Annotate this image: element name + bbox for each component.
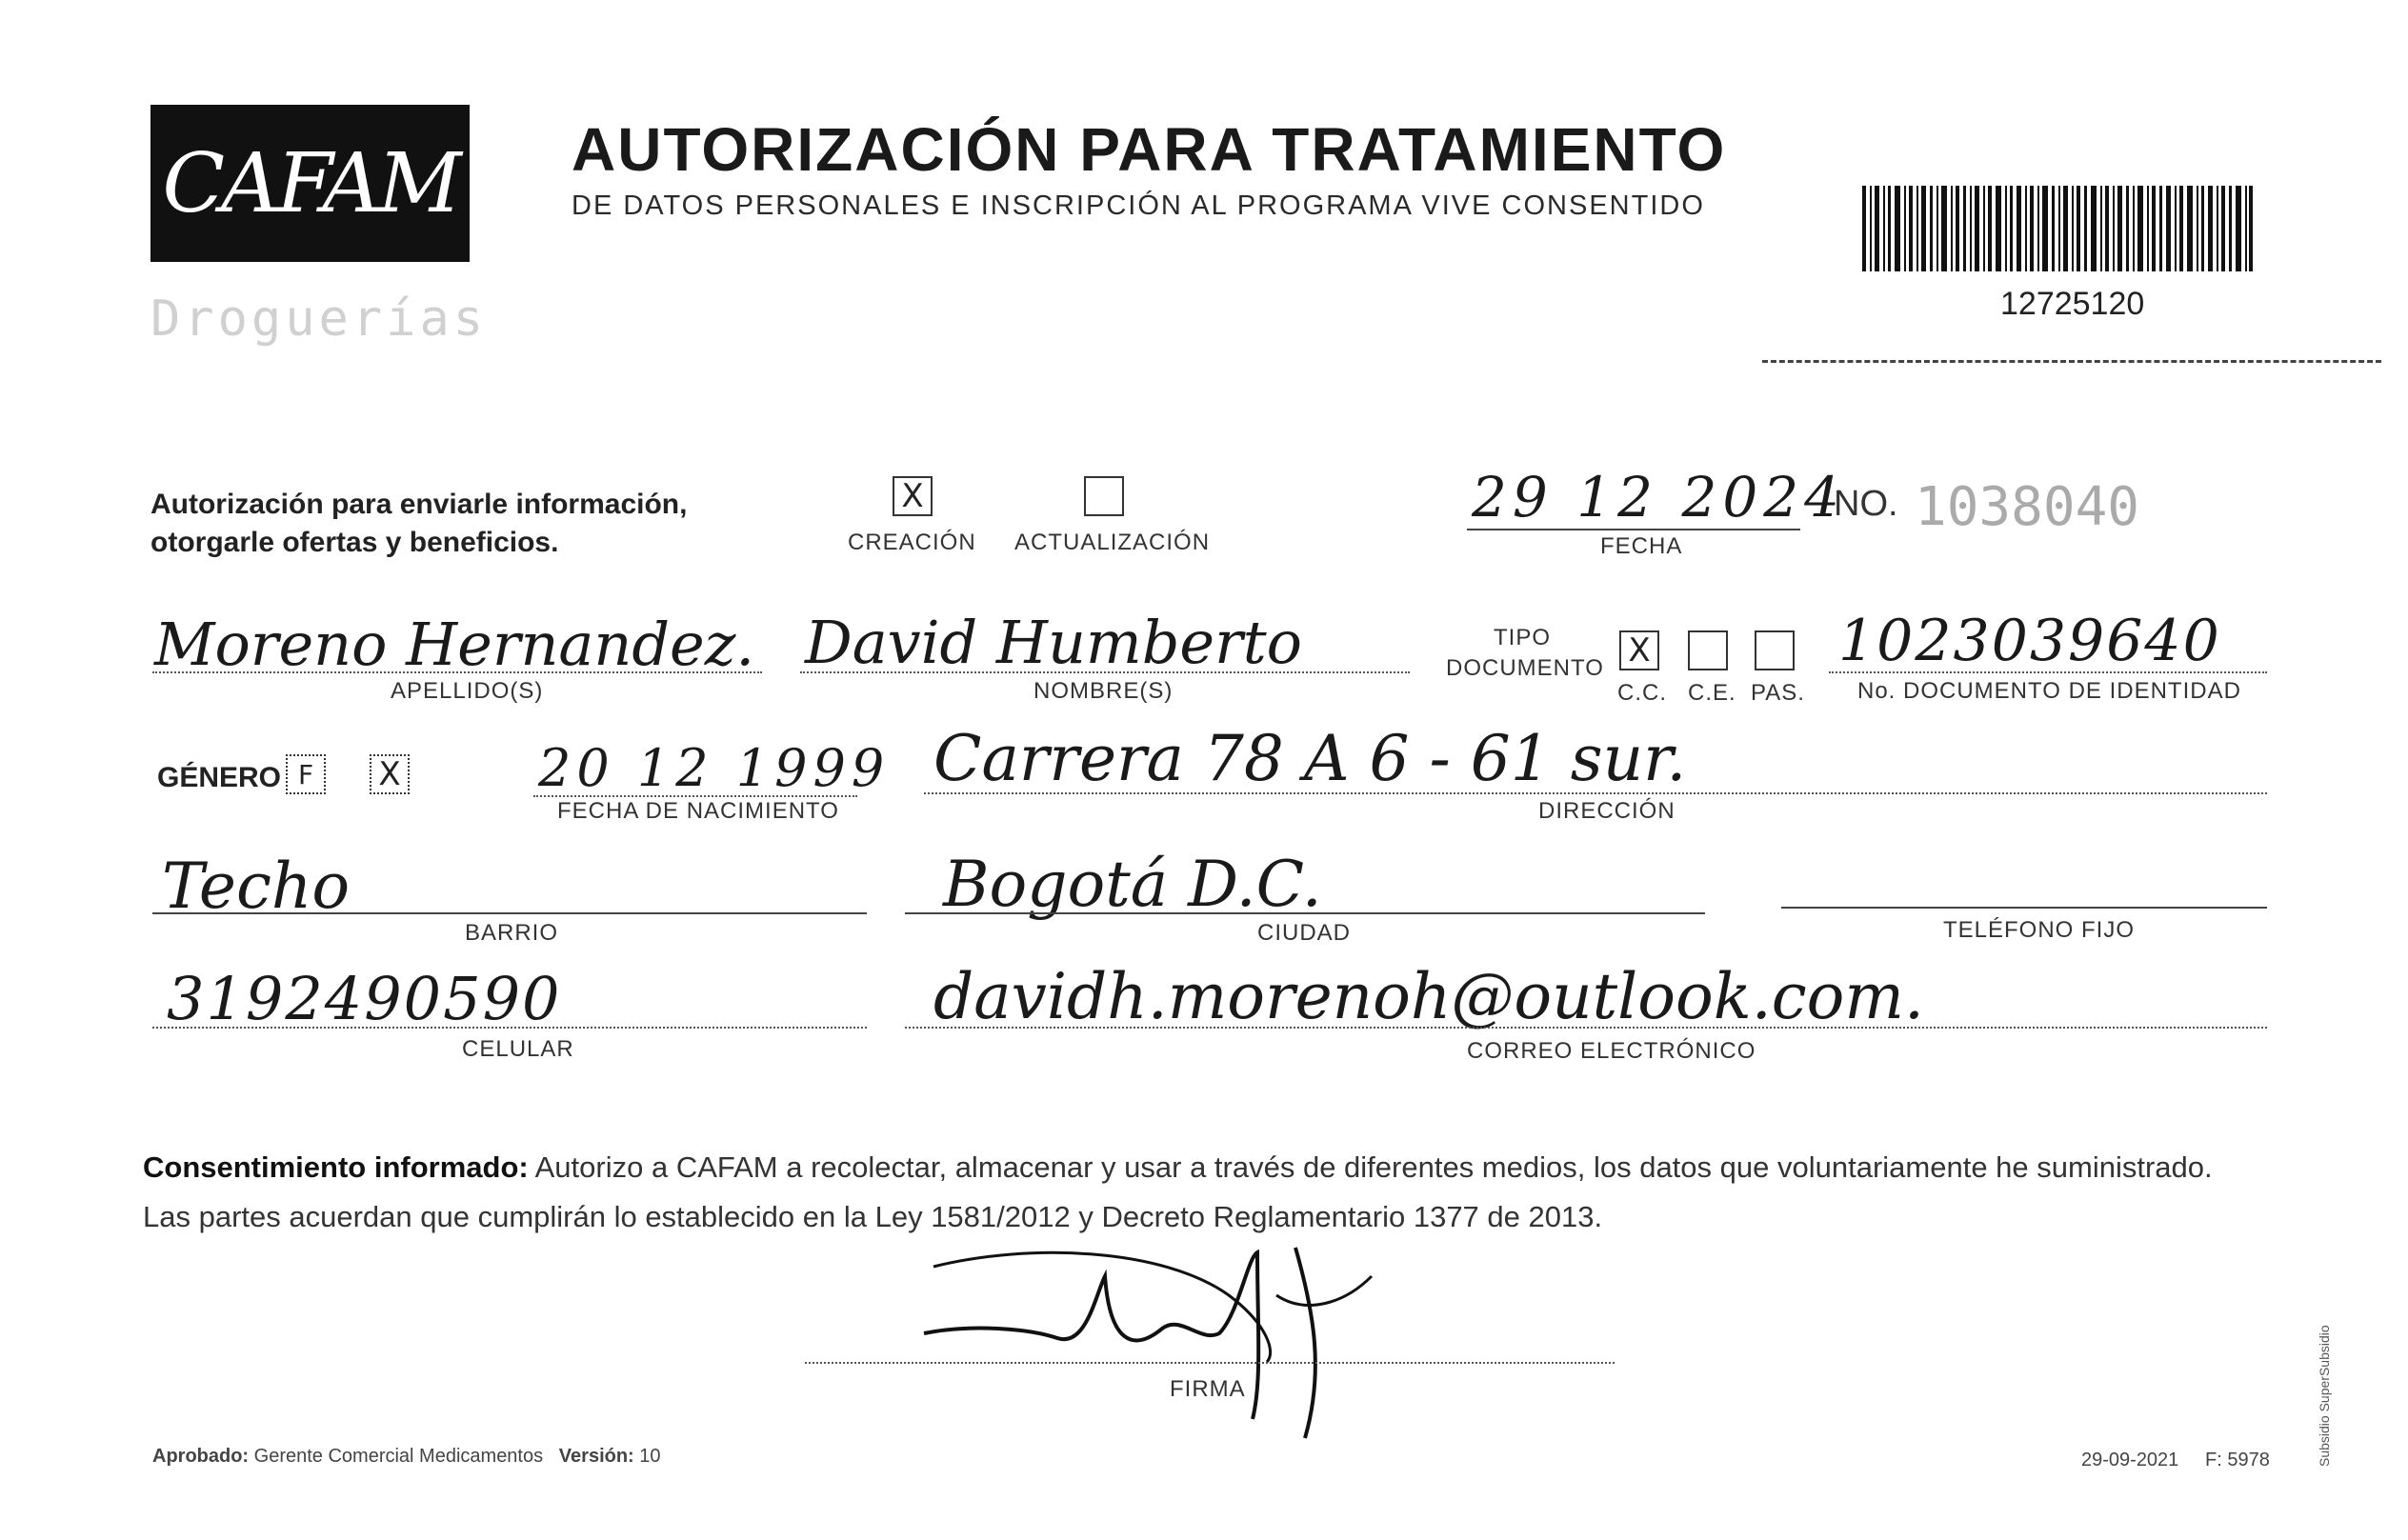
cc-checkbox[interactable]: X xyxy=(1619,630,1659,670)
celular-line xyxy=(152,1027,867,1029)
consent-line1 xyxy=(143,1143,2296,1192)
authorization-text xyxy=(150,486,687,562)
side-text: Subsidio SuperSubsidio xyxy=(2317,1325,2332,1467)
apellidos-label: APELLIDO(S) xyxy=(391,678,544,704)
footer-date: 29-09-2021 xyxy=(2081,1450,2179,1470)
signature-line[interactable] xyxy=(805,1362,1615,1364)
header-divider xyxy=(1762,360,2381,363)
barcode xyxy=(1862,186,2253,271)
firma-label: FIRMA xyxy=(1170,1376,1246,1402)
creacion-label: CREACIÓN xyxy=(848,530,976,555)
footer-code: F: 5978 xyxy=(2205,1450,2270,1470)
consent-line1-text: Autorizo a CAFAM a recolectar, almacenar y usar a través de diferentes medios, los datos que voluntariamente he suministrado. xyxy=(534,1150,2213,1184)
aprobado-label: Aprobado: xyxy=(152,1446,250,1467)
correo-value[interactable]: davidh.morenoh@outlook.com. xyxy=(933,960,1924,1033)
apellidos-value[interactable]: Moreno Hernandez. xyxy=(154,610,755,679)
apellidos-line xyxy=(152,671,762,673)
nacimiento-value[interactable]: 20 12 1999 xyxy=(538,738,891,798)
ciudad-value[interactable]: Bogotá D.C. xyxy=(943,848,1322,921)
pas-checkbox[interactable] xyxy=(1755,630,1795,670)
documento-label: DOCUMENTO xyxy=(1446,655,1604,681)
fecha-value[interactable]: 29 12 2024 xyxy=(1472,465,1846,530)
barcode-number: 12725120 xyxy=(2000,286,2145,322)
telefono-label: TELÉFONO FIJO xyxy=(1943,917,2136,943)
numero-label: NO. xyxy=(1834,484,1898,524)
cafam-logo: CAFAM xyxy=(150,105,470,262)
documento-numero-label: No. DOCUMENTO DE IDENTIDAD xyxy=(1857,678,2241,704)
documento-line xyxy=(1829,671,2267,673)
barrio-value[interactable]: Techo xyxy=(162,850,351,923)
nombres-value[interactable]: David Humberto xyxy=(805,608,1302,677)
aprobado-value: Gerente Comercial Medicamentos xyxy=(253,1446,544,1467)
correo-line xyxy=(905,1027,2267,1029)
ciudad-label: CIUDAD xyxy=(1257,920,1352,946)
version-label: Versión: xyxy=(558,1446,634,1467)
celular-value[interactable]: 3192490590 xyxy=(167,964,562,1033)
direccion-line xyxy=(924,792,2267,794)
logo-subtitle: Droguerías xyxy=(150,290,488,348)
cc-label: C.C. xyxy=(1617,680,1667,706)
documento-value[interactable]: 1023039640 xyxy=(1838,608,2221,674)
authorization-text-line1: Autorización para enviarle información, xyxy=(150,489,688,520)
nombres-line xyxy=(800,671,1410,673)
pas-label: PAS. xyxy=(1751,680,1805,706)
consent-line2: Las partes acuerdan que cumplirán lo establecido en la Ley 1581/2012 y Decreto Reglamentario 1377 de 2013. xyxy=(143,1200,1603,1233)
ciudad-line xyxy=(905,912,1705,914)
correo-label: CORREO ELECTRÓNICO xyxy=(1467,1038,1756,1064)
nombres-label: NOMBRE(S) xyxy=(1033,678,1174,704)
nacimiento-line xyxy=(533,795,857,797)
tipo-label: TIPO xyxy=(1494,625,1552,650)
authorization-text-line2: otorgarle ofertas y beneficios. xyxy=(150,527,559,558)
form-title: AUTORIZACIÓN PARA TRATAMIENTO xyxy=(572,115,1727,184)
genero-label: GÉNERO xyxy=(157,762,282,793)
creacion-checkbox[interactable]: X xyxy=(893,476,933,516)
direccion-label: DIRECCIÓN xyxy=(1538,798,1676,824)
barrio-line xyxy=(152,912,867,914)
fecha-label: FECHA xyxy=(1600,533,1683,559)
nacimiento-label: FECHA DE NACIMIENTO xyxy=(557,798,839,824)
direccion-value[interactable]: Carrera 78 A 6 - 61 sur. xyxy=(933,722,1687,795)
consent-text xyxy=(143,1143,2296,1242)
ce-checkbox[interactable] xyxy=(1688,630,1728,670)
consent-lead: Consentimiento informado: xyxy=(143,1150,529,1184)
celular-label: CELULAR xyxy=(462,1036,574,1062)
actualizacion-checkbox[interactable] xyxy=(1084,476,1124,516)
footer-aprobado xyxy=(152,1446,661,1468)
numero-value: 1038040 xyxy=(1915,476,2140,538)
fecha-line xyxy=(1467,529,1800,530)
telefono-line[interactable] xyxy=(1781,907,2267,909)
ce-label: C.E. xyxy=(1688,680,1736,706)
version-value: 10 xyxy=(639,1446,661,1467)
signature-scribble xyxy=(914,1238,1391,1443)
barrio-label: BARRIO xyxy=(465,920,559,946)
genero-m-checkbox[interactable]: X xyxy=(370,754,410,794)
form-subtitle: DE DATOS PERSONALES E INSCRIPCIÓN AL PROGRAMA VIVE CONSENTIDO xyxy=(572,190,1705,221)
genero-f-checkbox[interactable]: F xyxy=(286,754,326,794)
actualizacion-label: ACTUALIZACIÓN xyxy=(1014,530,1211,555)
